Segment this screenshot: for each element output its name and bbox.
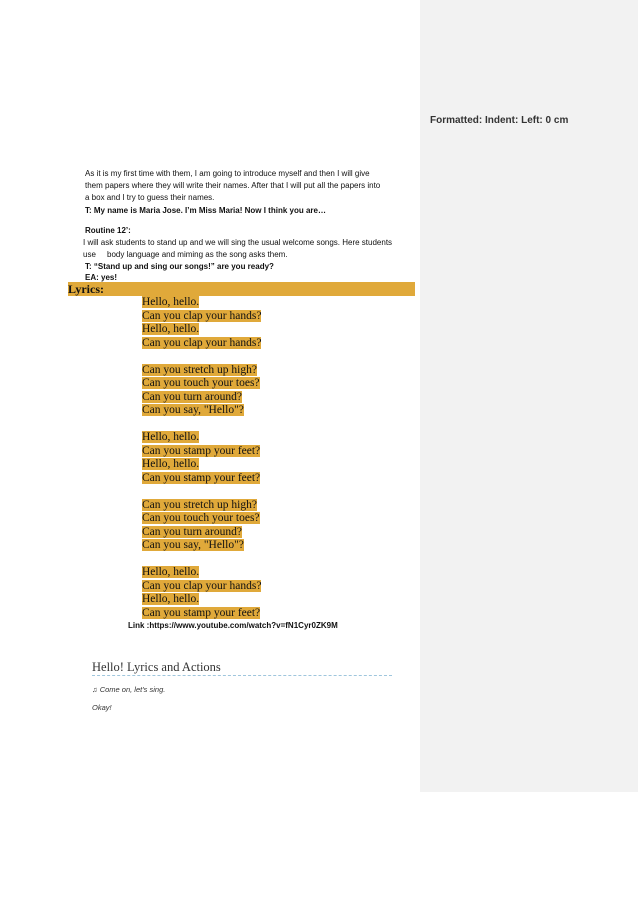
lyric-line <box>142 445 261 459</box>
lyric-line <box>142 580 261 594</box>
lyrics-block <box>142 296 261 620</box>
lyric-text: Can you clap your hands? <box>142 579 262 592</box>
lyric-text: Hello, hello. <box>142 431 200 443</box>
lyric-line <box>142 526 261 540</box>
intro-line-2: them papers where they will write their names. After that I will put all the papers into <box>85 181 381 190</box>
lyric-line <box>142 364 261 378</box>
lyric-line <box>142 512 261 526</box>
lyric-text: Can you stamp your feet? <box>142 444 261 457</box>
intro-line-1: As it is my first time with them, I am going to introduce myself and then I will give <box>85 169 370 178</box>
ea-line: EA: yes! <box>85 273 118 282</box>
actions-line-1: ♫ Come on, let's sing. <box>92 685 166 694</box>
lyric-line <box>142 472 261 486</box>
lyric-line <box>142 593 261 607</box>
lyric-line <box>142 296 261 310</box>
comment-pane <box>420 0 638 792</box>
lyric-line <box>142 539 261 553</box>
lyric-line <box>142 499 261 513</box>
lyric-text: Can you say, "Hello"? <box>142 404 244 416</box>
lyric-line <box>142 553 261 567</box>
lyric-line <box>142 431 261 445</box>
lyric-text: Can you stretch up high? <box>142 363 257 376</box>
lyric-line <box>142 350 261 364</box>
lyric-text: Hello, hello. <box>142 296 200 308</box>
lyric-text: Can you stamp your feet? <box>142 606 261 619</box>
lyric-line <box>142 337 261 351</box>
lyric-text: Can you touch your toes? <box>142 377 260 389</box>
video-link[interactable]: Link :https://www.youtube.com/watch?v=fN1Cyr0ZK9M <box>128 621 338 630</box>
lyric-line <box>142 404 261 418</box>
lyric-line <box>142 566 261 580</box>
lyric-text: Hello, hello. <box>142 323 200 335</box>
lyric-line <box>142 391 261 405</box>
lyric-text: Can you turn around? <box>142 390 242 403</box>
lyric-text: Hello, hello. <box>142 593 200 605</box>
lyric-line <box>142 323 261 337</box>
lyric-text: Can you clap your hands? <box>142 336 262 349</box>
teacher-routine-line: T: “Stand up and sing our songs!” are you ready? <box>85 262 274 271</box>
lyric-text: Can you clap your hands? <box>142 309 262 322</box>
lyric-line <box>142 310 261 324</box>
lyric-text: Can you touch your toes? <box>142 512 260 524</box>
lyric-text: Hello, hello. <box>142 566 200 578</box>
actions-title: Hello! Lyrics and Actions <box>92 660 221 674</box>
routine-line-1: I will ask students to stand up and we will sing the usual welcome songs. Here students <box>83 238 393 247</box>
lyric-line <box>142 485 261 499</box>
routine-line-2: use body language and miming as the song asks them. <box>83 250 288 259</box>
teacher-intro-line: T: My name is Maria Jose. I’m Miss Maria! Now I think you are… <box>85 206 326 215</box>
lyric-line <box>142 377 261 391</box>
lyric-line <box>142 458 261 472</box>
comment-title: Formatted: Indent: Left: 0 cm <box>430 115 569 126</box>
lyric-text: Hello, hello. <box>142 458 200 470</box>
lyrics-label: Lyrics: <box>68 282 104 296</box>
lyric-text: Can you stamp your feet? <box>142 471 261 484</box>
title-underline <box>92 675 392 676</box>
lyric-line <box>142 607 261 621</box>
lyrics-header-bar <box>68 282 415 296</box>
routine-heading: Routine 12’: <box>85 226 131 235</box>
actions-line-2: Okay! <box>92 703 112 712</box>
lyric-text: Can you say, "Hello"? <box>142 539 244 551</box>
intro-line-3: a box and I try to guess their names. <box>85 193 215 202</box>
lyric-line <box>142 418 261 432</box>
lyric-text: Can you stretch up high? <box>142 498 257 511</box>
lyric-text: Can you turn around? <box>142 525 242 538</box>
